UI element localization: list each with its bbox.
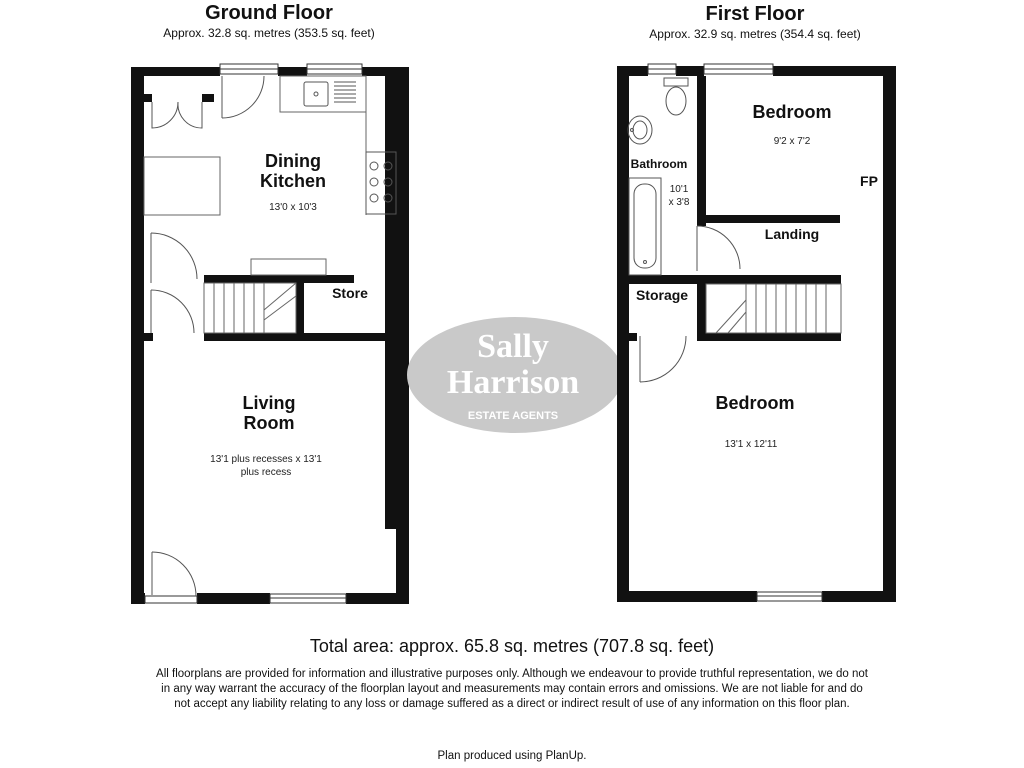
disclaimer-text: All floorplans are provided for information and illustrative purposes only. Although we endeavour to provide truthful representation, we do not in any way warrant the accuracy of the floorplan layout and measurements may contain errors and omissions. We are not liable for and do not accept any liability relating to any loss or damage suffered as a direct or indirect result of use of any information on this floor plan.	[156, 668, 868, 710]
bedroom-large-dimensions: 13'1 x 12'11	[724, 439, 778, 450]
dining-kitchen-label-line1: Dining	[265, 151, 321, 171]
first-floor-stairs	[706, 284, 841, 333]
total-area: Total area: approx. 65.8 sq. metres (707.8 sq. feet)	[309, 636, 715, 656]
bedroom-small-dimensions: 9'2 x 7'2	[773, 136, 811, 147]
first-floor-area: Approx. 32.9 sq. metres (354.4 sq. feet)	[649, 27, 861, 41]
watermark-line3: ESTATE AGENTS	[467, 410, 559, 422]
cupboard-doors	[152, 102, 202, 128]
storage-label: Storage	[635, 287, 689, 303]
first-floor-title: First Floor	[705, 3, 805, 25]
watermark-line2: Harrison	[446, 364, 580, 401]
living-room-label-line2: Room	[243, 413, 295, 433]
living-room-label-line1: Living	[242, 393, 296, 413]
bathroom-label: Bathroom	[630, 157, 688, 171]
landing-label: Landing	[764, 226, 820, 242]
living-room-dimensions-line1: 13'1 plus recesses x 13'1	[210, 454, 322, 465]
hall-doors	[151, 233, 197, 596]
sink-icon	[304, 82, 356, 106]
storage-door	[640, 336, 686, 382]
kitchen-worktop	[280, 76, 366, 215]
plan-credit: Plan produced using PlanUp.	[437, 750, 587, 762]
fireplace-label: FP	[860, 173, 878, 189]
bedroom-large-label: Bedroom	[715, 393, 795, 413]
dining-kitchen-label-line2: Kitchen	[259, 171, 327, 191]
dining-kitchen-dimensions: 13'0 x 10'3	[269, 202, 317, 213]
living-room-dimensions-line2: plus recess	[240, 467, 292, 478]
sally-harrison-watermark	[407, 317, 623, 433]
bath-icon	[629, 178, 661, 275]
bathroom-dimensions-line1: 10'1	[669, 184, 689, 195]
ground-floor-title: Ground Floor	[205, 2, 333, 24]
first-floor	[617, 3, 896, 602]
back-door	[222, 76, 264, 118]
store-label: Store	[332, 285, 368, 301]
bedroom-small-label: Bedroom	[752, 102, 832, 122]
ground-floor	[131, 2, 409, 604]
toilet-icon	[664, 78, 688, 115]
ground-floor-stairs	[204, 283, 296, 333]
ground-floor-area: Approx. 32.8 sq. metres (353.5 sq. feet)	[163, 26, 375, 40]
basin-icon	[628, 116, 652, 144]
watermark-line1: Sally	[477, 328, 549, 365]
bathroom-door	[697, 226, 740, 271]
bathroom-dimensions-line2: x 3'8	[668, 197, 690, 208]
